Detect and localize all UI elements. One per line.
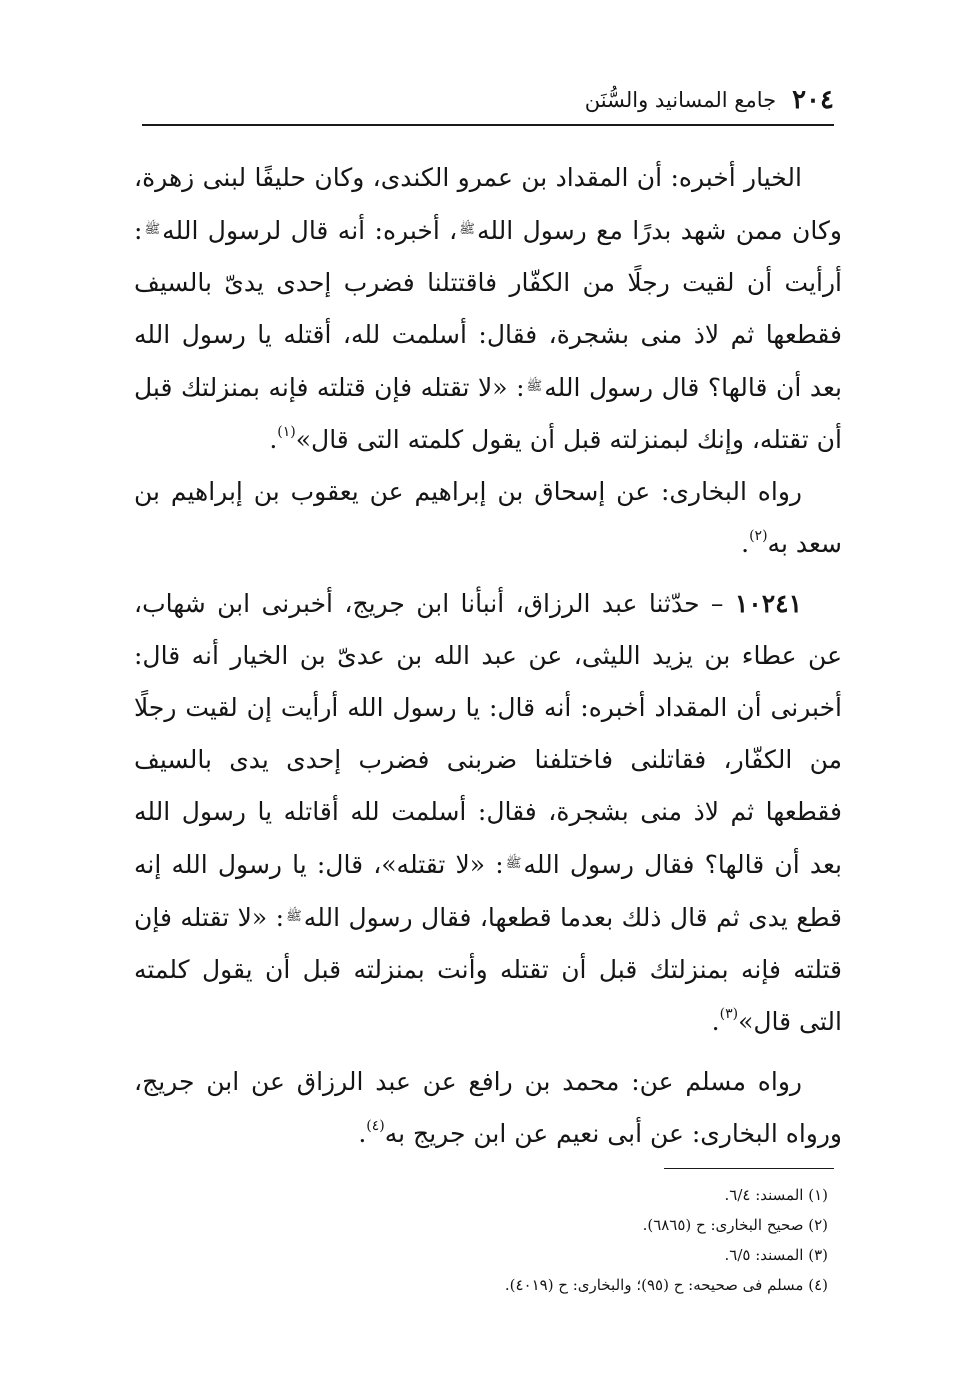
text-run: . bbox=[358, 1119, 367, 1148]
text-run: : «لا تقتله فإن قتلته فإنه بمنزلتك قبل أن تقتله، وإنك لبمنزلته قبل أن يقول كلمته التى قال» bbox=[134, 373, 842, 454]
paragraph bbox=[134, 152, 842, 466]
footnote-marker: (٣) bbox=[719, 1006, 739, 1022]
footnote-rule bbox=[664, 1168, 834, 1169]
footnotes-list bbox=[148, 1180, 828, 1300]
salawat-honorific-icon: ﷺ bbox=[526, 379, 543, 394]
footnote-marker: (٢) bbox=[749, 528, 768, 544]
hadith-number: ١٠٢٤١ bbox=[734, 589, 802, 618]
paragraph bbox=[134, 1056, 842, 1160]
text-run: : «لا تقتله»، قال: يا رسول الله إنه قطع يدى ثم قال ذلك بعدما قطعها، فقال رسول الله bbox=[134, 850, 842, 932]
text-run: رواه مسلم عن: محمد بن رافع عن عبد الرزاق عن ابن جريج، ورواه البخارى: عن أبى نعيم عن ابن جريج به bbox=[134, 1067, 842, 1148]
text-run: . bbox=[269, 425, 278, 454]
footnote-marker: (١) bbox=[277, 424, 296, 440]
page-number: ٢٠٤ bbox=[792, 85, 834, 115]
footnote-item: (٣) المسند: ٦/٥. bbox=[724, 1246, 828, 1264]
header-rule bbox=[142, 124, 834, 126]
paragraph bbox=[134, 578, 842, 1048]
text-run: . bbox=[741, 529, 750, 558]
running-title: جامع المسانيد والسُّنَن bbox=[584, 88, 777, 112]
page-header bbox=[142, 78, 834, 122]
salawat-honorific-icon: ﷺ bbox=[505, 856, 522, 871]
text-run: . bbox=[711, 1007, 720, 1036]
main-text bbox=[134, 152, 842, 1160]
text-run: – حدّثنا عبد الرزاق، أنبأنا ابن جريج، أخبرنى ابن شهاب، عن عطاء بن يزيد الليثى، عن عبد الله بن عدىّ بن الخيار أنه قال: أخبرنى أن المقداد أخبره: أنه قال: يا رسول الله أرأيت إن لقيت رجلًا من الكفّار، فقاتلنى فاختلفنا ضربنى فضرب إحدى يدى بالسيف فقطعها ثم لاذ منى بشجرة، فقال: أسلمت لله أقاتله يا رسول الله بعد أن قالها؟ فقال رسول الله bbox=[134, 589, 842, 879]
salawat-honorific-icon: ﷺ bbox=[459, 222, 475, 237]
footnote-item: (١) المسند: ٦/٤. bbox=[724, 1186, 828, 1204]
text-run: ، أخبره: أنه قال لرسول الله bbox=[162, 216, 458, 245]
footnote-item: (٤) مسلم فى صحيحه: ح (٩٥)؛ والبخارى: ح (٤٠١٩). bbox=[504, 1276, 828, 1294]
text-run: : «لا تقتله فإن قتلته فإنه بمنزلتك قبل أن تقتله وأنت بمنزلته قبل أن يقول كلمته التى قال» bbox=[134, 903, 842, 1036]
footnote-marker: (٤) bbox=[366, 1118, 385, 1134]
salawat-honorific-icon: ﷺ bbox=[144, 222, 161, 237]
footnote-item: (٢) صحيح البخارى: ح (٦٨٦٥). bbox=[642, 1216, 828, 1234]
paragraph bbox=[134, 466, 842, 570]
text-run: رواه البخارى: عن إسحاق بن إبراهيم عن يعقوب بن إبراهيم بن سعد به bbox=[134, 477, 842, 558]
text-run: : أرأيت أن لقيت رجلًا من الكفّار فاقتتلنا فضرب إحدى يدىّ بالسيف فقطعها ثم لاذ منى بشجرة، فقال: أسلمت لله، أقتله يا رسول الله بعد أن قالها؟ قال رسول الله bbox=[134, 216, 842, 402]
salawat-honorific-icon: ﷺ bbox=[286, 909, 302, 924]
text-run: الخيار أخبره: أن المقداد بن عمرو الكندى، وكان حليفًا لبنى زهرة، وكان ممن شهد بدرًا مع رسول الله bbox=[134, 163, 843, 245]
